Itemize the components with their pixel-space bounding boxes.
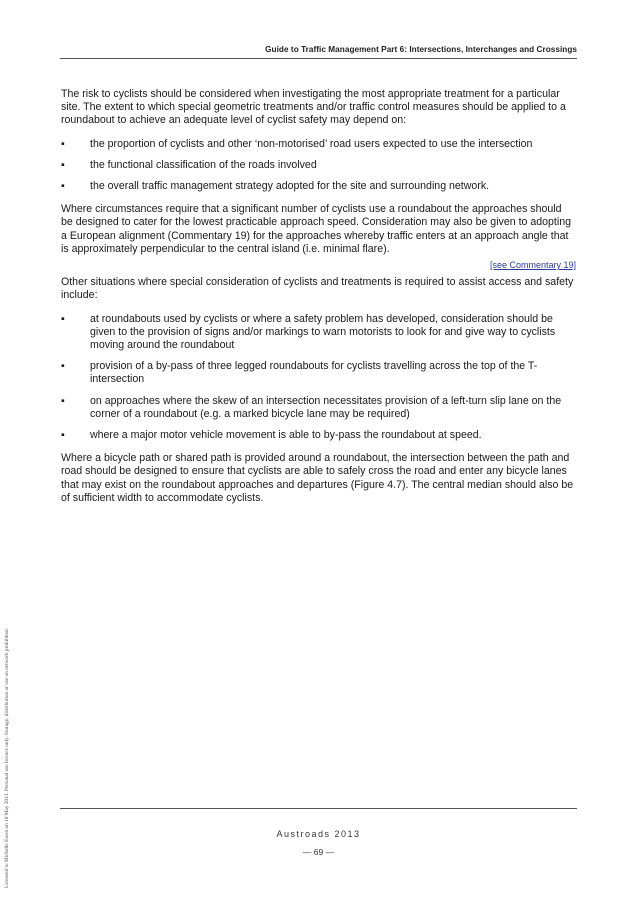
bullet-list-situations <box>61 313 576 443</box>
document-body <box>61 88 576 515</box>
bullet-icon: ▪ <box>61 137 65 150</box>
paragraph-approach-speed: Where circumstances require that a significant number of cyclists use a roundabout the approaches should be designed to cater for the lowest practicable approach speed. Consideration may also be given to adopting a European alignment (Commentary 19) for the approaches whereby traffic enters at an approach angle that is approximately perpendicular to the central island (i.e. minimal flare). <box>61 203 572 255</box>
list-item-text: the overall traffic management strategy adopted for the site and surrounding network. <box>90 180 490 193</box>
list-item-text: at roundabouts used by cyclists or where a safety problem has developed, consideration should be given to the provision of signs and/or markings to warn motorists to look for and give way to cyclists moving around the roundabout <box>90 312 556 352</box>
bullet-list-factors <box>61 138 576 194</box>
commentary-reference <box>61 259 576 272</box>
footer-divider <box>60 808 577 809</box>
bullet-icon: ▪ <box>61 312 65 325</box>
paragraph-other-situations: Other situations where special consideration of cyclists and treatments is required to assist access and safety include: <box>61 276 574 302</box>
page-number: — 69 — <box>302 847 335 857</box>
bullet-icon: ▪ <box>61 180 65 193</box>
bullet-icon: ▪ <box>61 394 65 407</box>
list-item-text: the proportion of cyclists and other ‘non-motorised’ road users expected to use the intersection <box>90 137 533 150</box>
bullet-icon: ▪ <box>61 429 65 442</box>
list-item-text: where a major motor vehicle movement is able to by-pass the roundabout at speed. <box>90 429 482 442</box>
list-item-text: on approaches where the skew of an intersection necessitates provision of a left-turn slip lane on the corner of a roundabout (e.g. a marked bicycle lane may be required) <box>90 394 562 420</box>
see-commentary-link[interactable]: [see Commentary 19] <box>489 260 576 271</box>
list-item-text: the functional classification of the roads involved <box>90 158 317 171</box>
bullet-icon: ▪ <box>61 360 65 373</box>
licence-watermark: Licensed to Michelle Ewen on 10 May 2013. Personal use licence only. Storage, distribution or use on network prohibited. <box>4 627 10 888</box>
list-item-text: provision of a by-pass of three legged roundabouts for cyclists travelling across the top of the T-intersection <box>90 360 538 386</box>
paragraph-cyclist-risk: The risk to cyclists should be considered when investigating the most appropriate treatment for a particular site. The extent to which special geometric treatments and/or traffic control measures should be applied to a roundabout to achieve an adequate level of cyclist safety may depend on: <box>61 88 566 127</box>
list-item <box>61 360 576 386</box>
list-item <box>61 138 576 151</box>
footer-organisation: Austroads 2013 <box>276 829 361 839</box>
header-divider <box>60 58 577 59</box>
list-item <box>61 313 576 353</box>
list-item <box>61 429 576 442</box>
list-item <box>61 395 576 421</box>
list-item <box>61 180 576 193</box>
running-header: Guide to Traffic Management Part 6: Intersections, Interchanges and Crossings <box>265 45 577 54</box>
bullet-icon: ▪ <box>61 158 65 171</box>
list-item <box>61 159 576 172</box>
paragraph-bicycle-path: Where a bicycle path or shared path is provided around a roundabout, the intersection between the path and road should be designed to ensure that cyclists are able to safely cross the road and enter any bicycle lanes that may exist on the roundabout approaches and departures (Figure 4.7). The central median should also be of sufficient width to accommodate cyclists. <box>61 452 574 504</box>
